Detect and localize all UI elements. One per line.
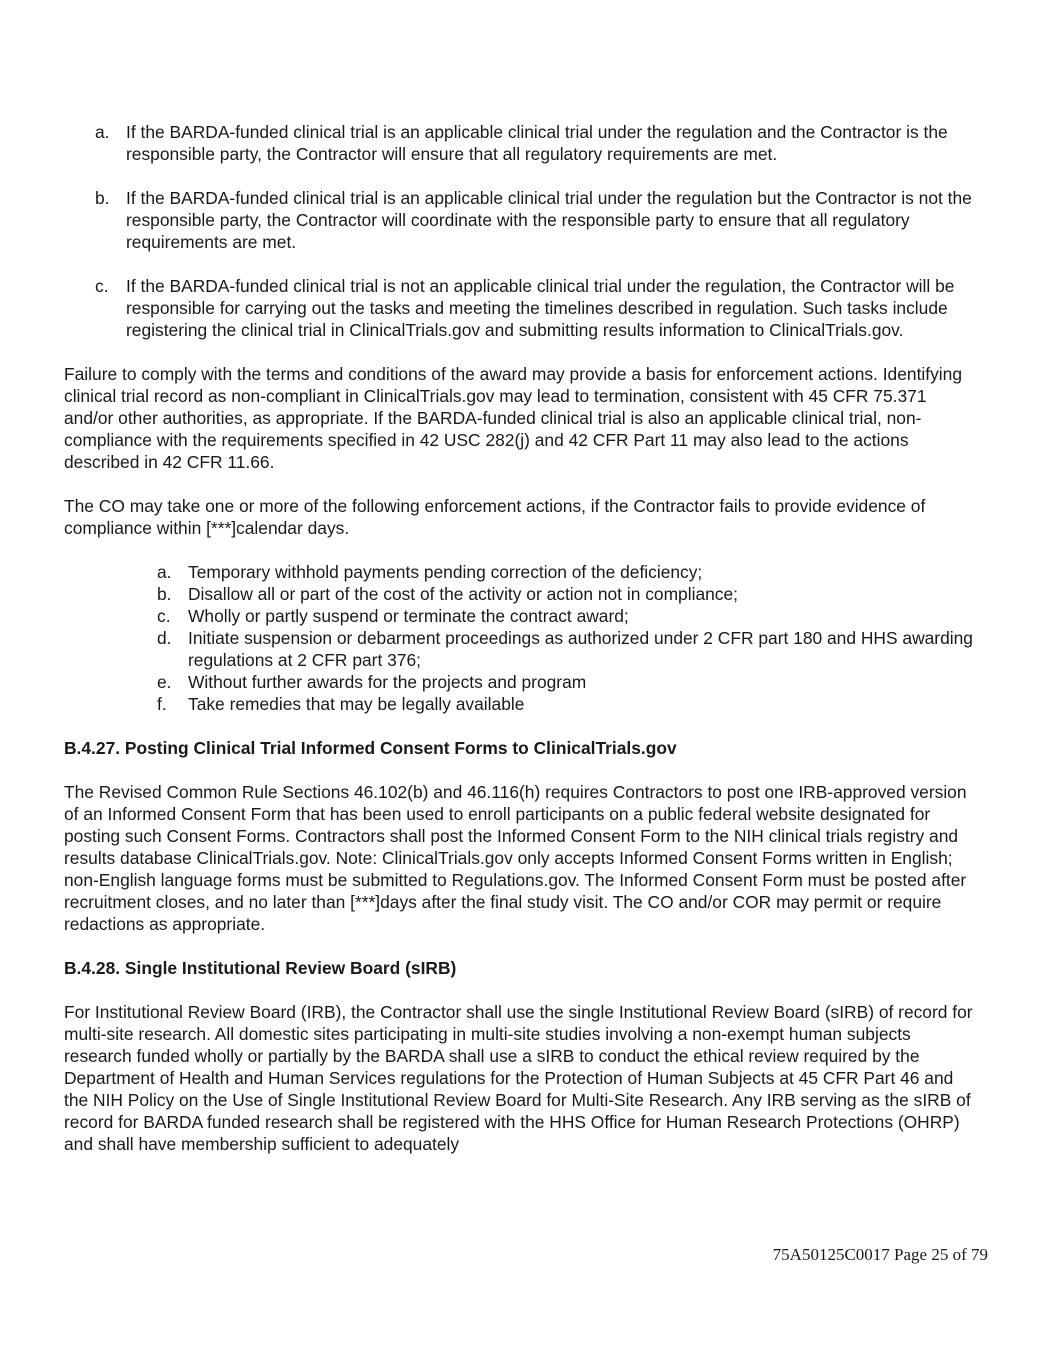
list-item-text: Without further awards for the projects and program: [188, 672, 587, 692]
list-marker: a.: [157, 562, 172, 582]
list-item-text: If the BARDA-funded clinical trial is an applicable clinical trial under the regulation and the Contractor is the responsible party, the Contractor will ensure that all regulatory requirements are met.: [126, 122, 948, 164]
list-marker: c.: [157, 606, 171, 626]
list-item-text: If the BARDA-funded clinical trial is not an applicable clinical trial under the regulation, the Contractor will be responsible for carrying out the tasks and meeting the timelines described in regulation. Such tasks include registering the clinical trial in ClinicalTrials.gov and submitting results information to ClinicalTrials.gov.: [126, 276, 955, 340]
list-item-text: Temporary withhold payments pending correction of the deficiency;: [188, 562, 703, 582]
enforcement-actions-list: [157, 561, 974, 715]
list-marker: d.: [157, 628, 172, 648]
list-marker: c.: [95, 276, 109, 296]
section-body-b427: The Revised Common Rule Sections 46.102(b) and 46.116(h) requires Contractors to post one IRB-approved version of an Informed Consent Form that has been used to enroll participants on a public federal website designated for posting such Consent Forms. Contractors shall post the Informed Consent Form to the NIH clinical trials registry and results database ClinicalTrials.gov. Note: ClinicalTrials.gov only accepts Informed Consent Forms written in English; non-English language forms must be submitted to Regulations.gov. The Informed Consent Form must be posted after recruitment closes, and no later than [***]days after the final study visit. The CO and/or COR may permit or require redactions as appropriate.: [64, 782, 967, 934]
list-marker: b.: [95, 188, 110, 208]
list-item: [157, 671, 974, 693]
list-item-text: If the BARDA-funded clinical trial is an applicable clinical trial under the regulation but the Contractor is not the responsible party, the Contractor will coordinate with the responsible party to ensure that all regulatory requirements are met.: [126, 188, 972, 252]
list-item: [157, 693, 974, 715]
document-page: [64, 121, 974, 1177]
list-item: [95, 121, 974, 165]
list-marker: b.: [157, 584, 172, 604]
list-item-text: Take remedies that may be legally available: [188, 694, 525, 714]
enforcement-intro: The CO may take one or more of the following enforcement actions, if the Contractor fails to provide evidence of compliance within [***]calendar days.: [64, 496, 926, 538]
list-marker: a.: [95, 122, 110, 142]
list-item-text: Initiate suspension or debarment proceedings as authorized under 2 CFR part 180 and HHS awarding regulations at 2 CFR part 376;: [188, 628, 973, 670]
list-item: [95, 187, 974, 253]
section-body-b428: For Institutional Review Board (IRB), the Contractor shall use the single Institutional Review Board (sIRB) of record for multi-site research. All domestic sites participating in multi-site studies involving a non-exempt human subjects research funded wholly or partially by the BARDA shall use a sIRB to conduct the ethical review required by the Department of Health and Human Services regulations for the Protection of Human Subjects at 45 CFR Part 46 and the NIH Policy on the Use of Single Institutional Review Board for Multi-Site Research. Any IRB serving as the sIRB of record for BARDA funded research shall be registered with the HHS Office for Human Research Protections (OHRP) and shall have membership sufficient to adequately: [64, 1002, 973, 1154]
list-item-text: Disallow all or part of the cost of the activity or action not in compliance;: [188, 584, 738, 604]
list-item-text: Wholly or partly suspend or terminate the contract award;: [188, 606, 629, 626]
page-footer: 75A50125C0017 Page 25 of 79: [772, 1245, 988, 1264]
list-marker: f.: [157, 694, 167, 714]
section-heading-b428: B.4.28. Single Institutional Review Board (sIRB): [64, 958, 457, 978]
list-marker: e.: [157, 672, 172, 692]
list-item: [157, 561, 974, 583]
list-item: [157, 627, 974, 671]
section-heading-b427: B.4.27. Posting Clinical Trial Informed Consent Forms to ClinicalTrials.gov: [64, 738, 677, 758]
list-item: [95, 275, 974, 341]
list-item: [157, 583, 974, 605]
list-item: [157, 605, 974, 627]
regulatory-requirements-list: [95, 121, 974, 341]
failure-paragraph: Failure to comply with the terms and conditions of the award may provide a basis for enforcement actions. Identifying clinical trial record as non-compliant in ClinicalTrials.gov may lead to termination, consistent with 45 CFR 75.371 and/or other authorities, as appropriate. If the BARDA-funded clinical trial is also an applicable clinical trial, non-compliance with the requirements specified in 42 USC 282(j) and 42 CFR Part 11 may also lead to the actions described in 42 CFR 11.66.: [64, 364, 962, 472]
